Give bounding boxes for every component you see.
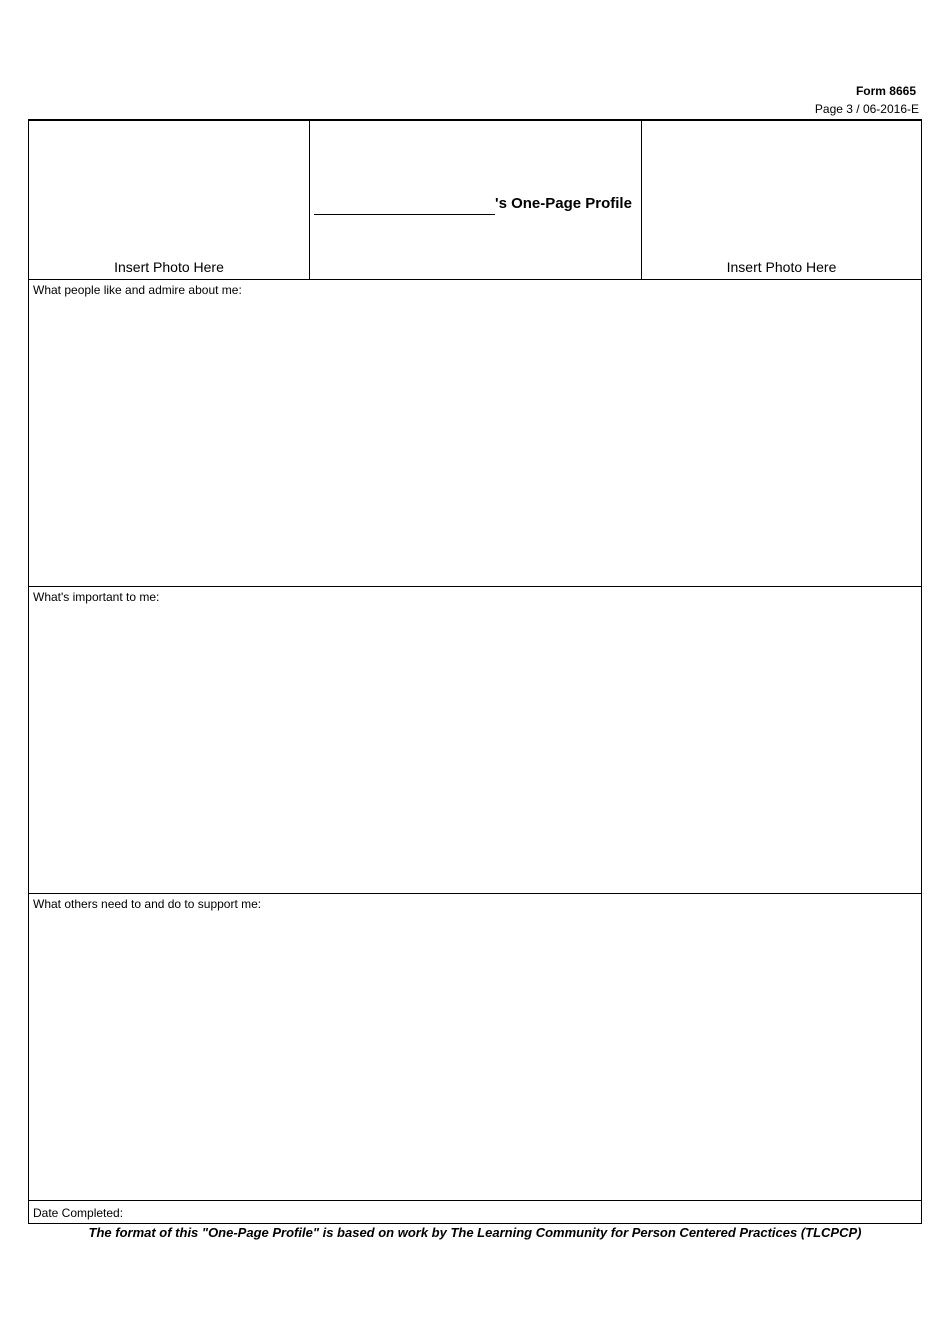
important-section[interactable]	[29, 587, 921, 894]
form-number: Form 8665	[855, 84, 916, 98]
profile-form	[28, 119, 922, 1224]
admire-section[interactable]	[29, 280, 921, 587]
right-photo-area[interactable]	[641, 121, 921, 279]
footer-attribution: The format of this "One-Page Profile" is based on work by The Learning Community for Person Centered Practices (TLCPCP)	[88, 1225, 862, 1240]
support-section[interactable]	[29, 894, 921, 1201]
name-input-line[interactable]	[314, 214, 495, 215]
profile-header-row	[29, 121, 921, 280]
right-photo-label: Insert Photo Here	[726, 259, 837, 275]
date-completed-row[interactable]	[29, 1201, 921, 1224]
important-label: What's important to me:	[33, 590, 160, 604]
support-label: What others need to and do to support me:	[33, 897, 262, 911]
page-info: Page 3 / 06-2016-E	[814, 102, 919, 116]
profile-title: 's One-Page Profile	[495, 195, 632, 212]
admire-label: What people like and admire about me:	[33, 283, 242, 297]
date-completed-label: Date Completed:	[33, 1206, 124, 1220]
left-photo-label: Insert Photo Here	[114, 259, 224, 275]
left-photo-area[interactable]	[29, 121, 310, 279]
profile-title-cell	[310, 121, 641, 279]
